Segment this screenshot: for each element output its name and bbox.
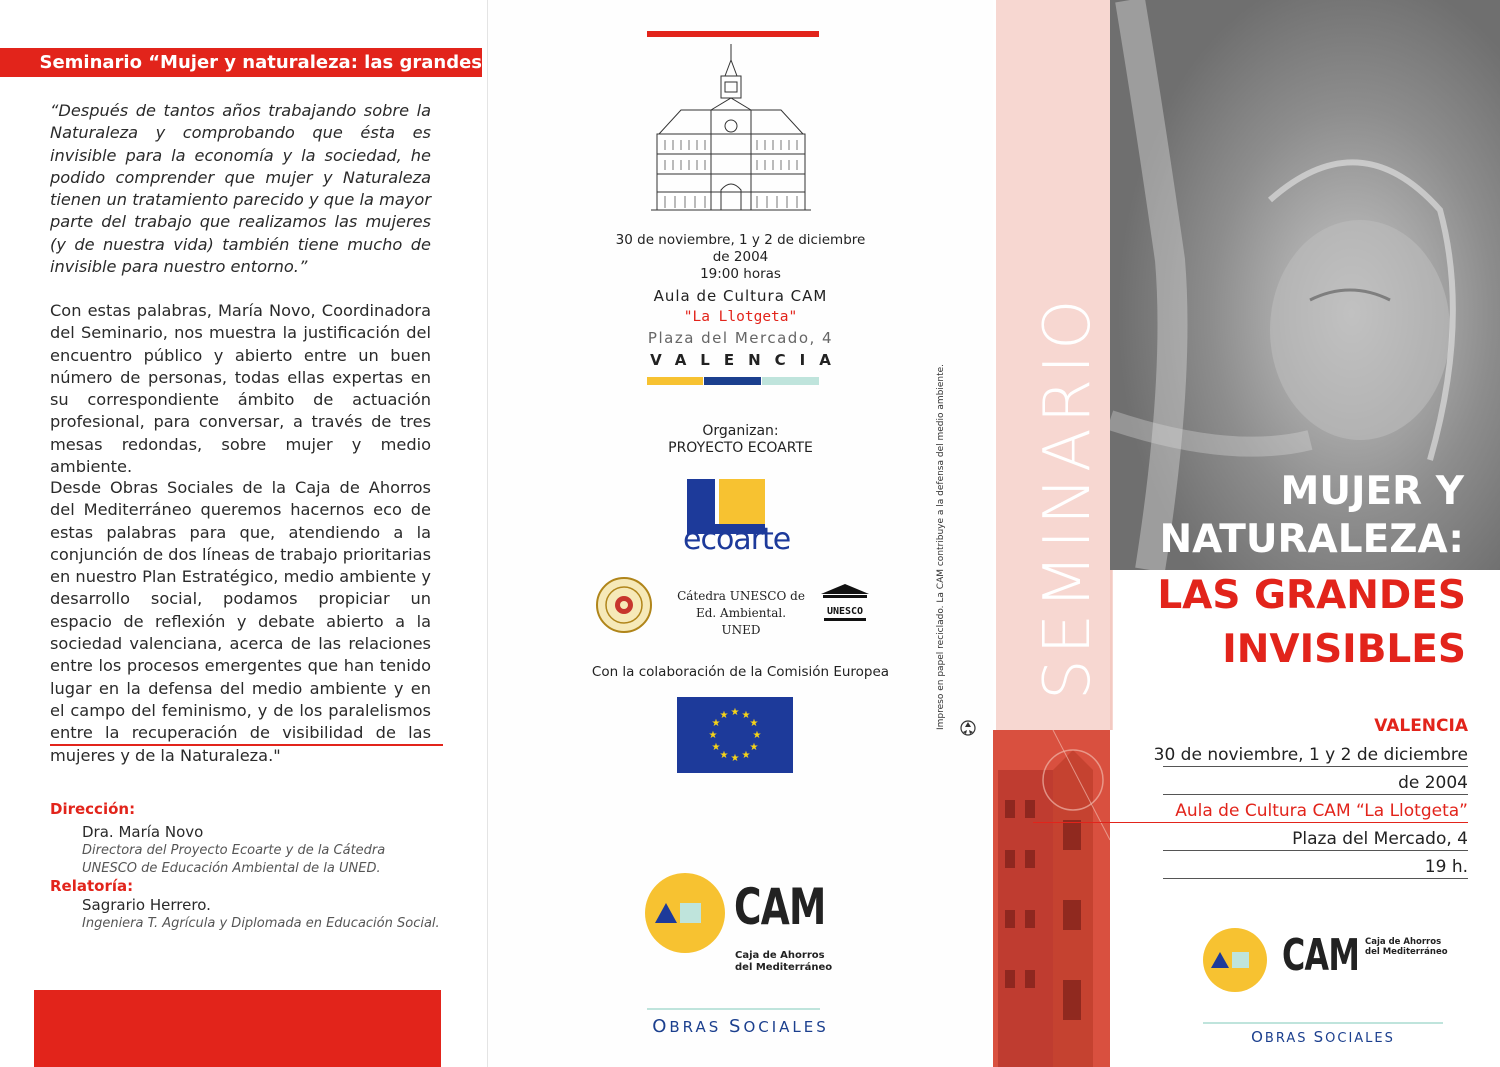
organizer-name: PROYECTO ECOARTE bbox=[668, 440, 813, 456]
ecoarte-logo bbox=[683, 479, 791, 559]
venue-name: Aula de Cultura CAM bbox=[653, 287, 828, 305]
cam-logo-text-right: CAM bbox=[1282, 930, 1360, 981]
svg-text:★: ★ bbox=[741, 710, 751, 721]
eu-flag-icon bbox=[677, 697, 793, 773]
woman-photo bbox=[1110, 0, 1500, 570]
color-strip-yellow bbox=[647, 377, 703, 385]
obras-right-rest2: OCIALES bbox=[1325, 1031, 1395, 1046]
cam-logo-shapes-icon bbox=[655, 902, 703, 924]
info-rule-4 bbox=[1163, 850, 1468, 851]
seminar-banner-text: Seminario “Mujer y naturaleza: las grandes invisibles” bbox=[39, 52, 482, 102]
obras-sociales-label bbox=[488, 1016, 993, 1037]
obras-rest: BRAS bbox=[669, 1018, 730, 1036]
obras-sociales-label-right bbox=[1203, 1028, 1443, 1046]
venue-city: VALENCIA bbox=[650, 351, 845, 369]
ecoarte-logo-text: ecoarte bbox=[683, 522, 791, 557]
svg-text:★: ★ bbox=[749, 718, 759, 729]
director-name: Dra. María Novo bbox=[82, 823, 204, 841]
cam-sub-right-line1: Caja de Ahorros bbox=[1365, 937, 1442, 947]
venue-llotgeta: "La Llotgeta" bbox=[683, 309, 798, 325]
divider-line bbox=[50, 744, 443, 746]
middle-panel bbox=[487, 0, 994, 1067]
recycle-icon bbox=[958, 718, 978, 738]
svg-text:★: ★ bbox=[719, 750, 729, 761]
title-line-naturaleza: NATURALEZA: bbox=[1159, 517, 1464, 562]
svg-text:★: ★ bbox=[711, 742, 721, 753]
cam-logo-subtitle-right bbox=[1365, 937, 1448, 957]
red-building-photo bbox=[993, 730, 1110, 1067]
seminar-banner bbox=[0, 48, 482, 102]
right-panel bbox=[993, 0, 1500, 1067]
cam-sub-line2: del Mediterráneo bbox=[735, 962, 833, 973]
llotgeta-building-illustration bbox=[651, 42, 811, 214]
obras-sociales-rule-right bbox=[1203, 1022, 1443, 1024]
obras-sociales-rule bbox=[647, 1008, 820, 1010]
event-time: 19:00 horas bbox=[700, 266, 781, 282]
unesco-logo-text: UNESCO bbox=[826, 606, 864, 617]
organizers-block bbox=[488, 423, 993, 457]
right-date-line1: 30 de noviembre, 1 y 2 de diciembre bbox=[1153, 745, 1468, 765]
uned-seal-icon bbox=[595, 576, 653, 634]
intro-paragraph-2: Desde Obras Sociales de la Caja de Ahorros del Mediterráneo queremos hacernos eco de estas palabras para que, atendiendo a la conjunción de dos líneas de trabajo prioritarias en nuestro Plan Estratégico, medio ambiente y desarrollo social, podamos propiciar un espacio de reflexión y debate abierto a la sociedad valenciana, acerca de las relaciones entre los procesos emergentes que han tenido lugar en la defensa del medio ambiente y en el campo del feminismo, y de los paralelismos entre la recuperación de visibilidad de las mujeres y de la Naturaleza." bbox=[50, 478, 431, 765]
obras-initial-o: O bbox=[652, 1016, 670, 1037]
title-line-mujer-y: MUJER Y bbox=[1280, 469, 1464, 514]
cam-logo-circle-right bbox=[1203, 928, 1267, 992]
catedra-line2: Ed. Ambiental. UNED bbox=[695, 606, 787, 637]
top-red-bar bbox=[647, 31, 819, 37]
decorative-red-block bbox=[34, 990, 441, 1067]
title-line-invisibles: INVISIBLES bbox=[1222, 627, 1466, 672]
right-date-line2: de 2004 bbox=[1398, 773, 1468, 793]
obras-right-rest: BRAS bbox=[1264, 1031, 1314, 1046]
svg-text:★: ★ bbox=[730, 753, 740, 764]
svg-text:★: ★ bbox=[749, 742, 759, 753]
obras-right-initial-s: S bbox=[1313, 1028, 1326, 1046]
recycled-paper-note: Impreso en papel reciclado. La CAM contribuye a la defensa del medio ambiente. bbox=[936, 363, 946, 730]
svg-text:★: ★ bbox=[708, 730, 718, 741]
svg-text:★: ★ bbox=[741, 750, 751, 761]
cam-logo-text: CAM bbox=[734, 878, 826, 936]
right-city: VALENCIA bbox=[1374, 716, 1468, 736]
color-strip-mint bbox=[762, 377, 819, 385]
cam-sub-line1: Caja de Ahorros bbox=[735, 950, 825, 961]
right-time: 19 h. bbox=[1424, 857, 1468, 877]
svg-text:★: ★ bbox=[719, 710, 729, 721]
relator-role: Ingeniera T. Agrícula y Diplomada en Educación Social. bbox=[82, 916, 440, 931]
venue-address: Plaza del Mercado, 4 bbox=[647, 329, 834, 347]
intro-quote: “Después de tantos años trabajando sobre la Naturaleza y comprobando que ésta es invisible para la economía y la sociedad, he podido comprender que mujer y Naturaleza tienen un tratamiento parecido y que la mayor parte del trabajo que realizamos las mujeres (y de nuestra vida) también tiene mucho de invisible para nuestro entorno.” bbox=[50, 101, 431, 277]
svg-text:★: ★ bbox=[730, 707, 740, 718]
catedra-line1: Cátedra UNESCO de bbox=[677, 589, 805, 603]
direccion-heading: Dirección: bbox=[50, 800, 136, 818]
vertical-title-seminario: SEMINARIO bbox=[1031, 294, 1105, 700]
event-date-line2: de 2004 bbox=[712, 249, 769, 265]
event-dates bbox=[488, 232, 993, 283]
cam-logo-shapes-icon-right bbox=[1211, 951, 1251, 969]
right-address: Plaza del Mercado, 4 bbox=[1292, 829, 1468, 849]
organizan-label: Organizan: bbox=[702, 423, 779, 439]
svg-text:★: ★ bbox=[711, 718, 721, 729]
info-rule-2 bbox=[1163, 794, 1468, 795]
obras-right-initial-o: O bbox=[1251, 1028, 1265, 1046]
red-building-image bbox=[993, 730, 1110, 1067]
collaboration-text: Con la colaboración de la Comisión Europea bbox=[591, 664, 890, 680]
ecoarte-logo-yellow-block bbox=[719, 479, 765, 524]
title-line-las-grandes: LAS GRANDES bbox=[1157, 573, 1466, 618]
right-venue: Aula de Cultura CAM “La Llotgeta” bbox=[1175, 801, 1468, 821]
cam-logo-circle bbox=[645, 873, 725, 953]
obras-rest2: OCIALES bbox=[743, 1018, 829, 1036]
svg-text:★: ★ bbox=[752, 730, 762, 741]
relator-name: Sagrario Herrero. bbox=[82, 896, 211, 914]
cam-logo-subtitle bbox=[735, 950, 832, 974]
color-strip-blue bbox=[704, 377, 761, 385]
obras-initial-s: S bbox=[729, 1016, 744, 1037]
info-rule-3 bbox=[1033, 822, 1468, 823]
info-rule-1 bbox=[1163, 766, 1468, 767]
intro-paragraph-1: Con estas palabras, María Novo, Coordinadora del Seminario, nos muestra la justificación del encuentro público y abierto entre un buen número de personas, todas ellas expertas en su correspondiente ámbito de actuación profesional, para conversar, a través de tres mesas redondas, sobre mujer y medio ambiente. bbox=[50, 301, 431, 477]
info-rule-5 bbox=[1163, 878, 1468, 879]
cam-sub-right-line2: del Mediterráneo bbox=[1365, 947, 1448, 957]
unesco-logo-icon bbox=[819, 582, 871, 624]
left-panel bbox=[0, 0, 487, 1067]
relatoria-heading: Relatoría: bbox=[50, 877, 134, 895]
catedra-unesco-text bbox=[676, 588, 806, 639]
event-date-line1: 30 de noviembre, 1 y 2 de diciembre bbox=[615, 232, 866, 248]
director-role: Directora del Proyecto Ecoarte y de la Cátedra UNESCO de Educación Ambiental de la UNED. bbox=[82, 843, 386, 876]
